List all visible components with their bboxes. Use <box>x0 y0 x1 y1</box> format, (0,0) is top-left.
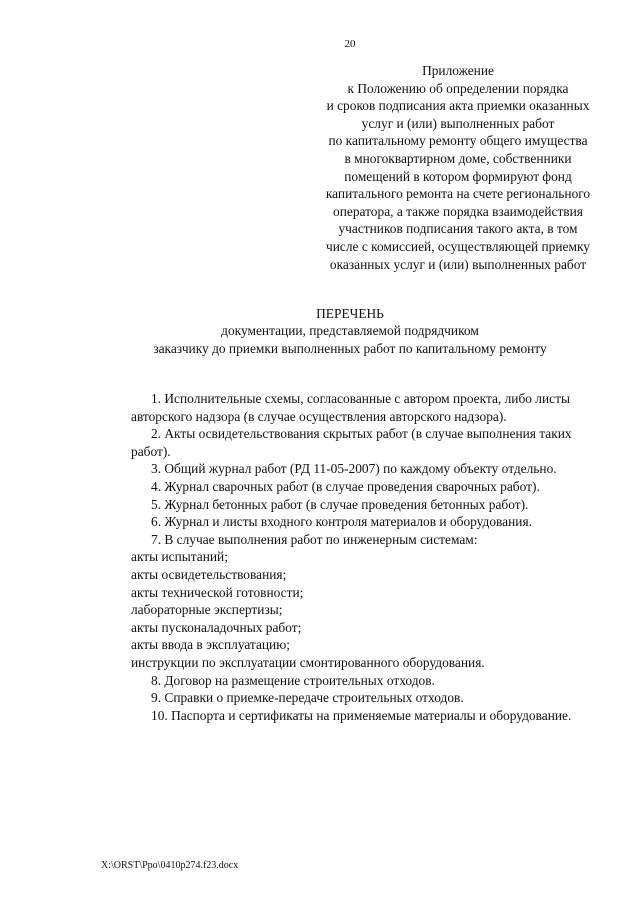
appendix-line: числе с комиссией, осуществляющей приемку <box>326 238 590 254</box>
appendix-line: оказанных услуг и (или) выполненных работ <box>329 256 587 272</box>
list-line: инструкции по эксплуатации смонтированного оборудования. <box>131 654 485 670</box>
list-line: 5. Журнал бетонных работ (в случае проведения бетонных работ). <box>151 496 529 512</box>
list-line: акты пусконаладочных работ; <box>131 619 302 635</box>
list-line: 3. Общий журнал работ (РД 11-05-2007) по каждому объекту отдельно. <box>151 461 557 477</box>
subtitle-line: документации, представляемой подрядчиком <box>221 323 479 338</box>
list-line: акты ввода в эксплуатацию; <box>131 637 290 653</box>
list-line: акты испытаний; <box>131 549 228 565</box>
appendix-line: по капитальному ремонту общего имущества <box>328 133 588 149</box>
appendix-line: в многоквартирном доме, собственники <box>344 150 572 166</box>
list-line: 10. Паспорта и сертификаты на применяемые материалы и оборудование. <box>151 707 572 723</box>
appendix-line: оператора, а также порядка взаимодействия <box>333 203 583 219</box>
list-line: 7. В случае выполнения работ по инженерным системам: <box>151 531 478 547</box>
list-line: 9. Справки о приемке-передаче строительных отходов. <box>151 690 464 706</box>
appendix-line: услуг и (или) выполненных работ <box>361 115 555 131</box>
list-line: акты освидетельствования; <box>131 566 287 582</box>
list-line: авторского надзора (в случае осуществления авторского надзора). <box>131 408 507 424</box>
appendix-line: помещений в котором формируют фонд <box>344 168 572 184</box>
list-line: лабораторные экспертизы; <box>131 602 283 618</box>
list-line: акты технической готовности; <box>131 584 304 600</box>
appendix-line: капитального ремонта на счете регионального <box>325 186 591 202</box>
page-number: 20 <box>344 38 356 50</box>
list-line: 6. Журнал и листы входного контроля материалов и оборудования. <box>151 514 532 530</box>
appendix-line: и сроков подписания акта приемки оказанных <box>326 98 590 114</box>
appendix-header <box>300 62 616 273</box>
list-line: 4. Журнал сварочных работ (в случае проведения сварочных работ). <box>151 478 540 494</box>
list-line: 8. Договор на размещение строительных отходов. <box>151 672 435 688</box>
list-line: работ). <box>131 443 171 459</box>
document-subtitle <box>0 322 640 357</box>
appendix-line: участников подписания такого акта, в том <box>338 221 578 237</box>
appendix-line: к Положению об определении порядка <box>347 80 569 96</box>
subtitle-line: заказчику до приемки выполненных работ по капитальному ремонту <box>153 340 547 356</box>
list-line: 2. Акты освидетельствования скрытых работ (в случае выполнения таких <box>151 426 572 442</box>
document-title: ПЕРЕЧЕНЬ <box>316 306 384 321</box>
document-list <box>131 390 611 724</box>
appendix-line: Приложение <box>422 63 494 78</box>
file-path-footer: X:\ORST\Ppo\0410p274.f23.docx <box>101 860 239 871</box>
list-line: 1. Исполнительные схемы, согласованные с автором проекта, либо листы <box>151 391 570 406</box>
